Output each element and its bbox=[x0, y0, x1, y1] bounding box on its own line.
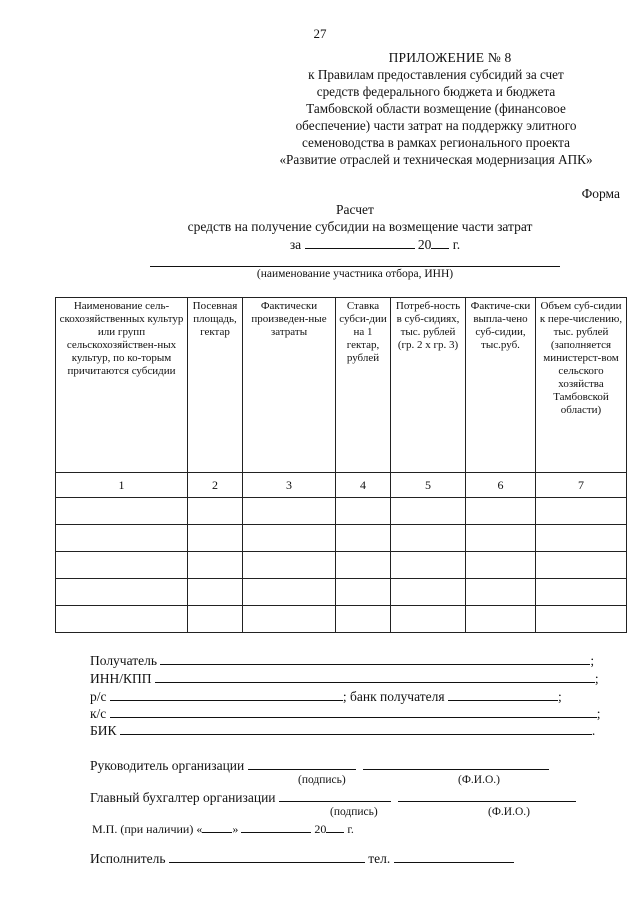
col-header-to-transfer: Объем суб-сидии к пере-числению, тыс. рублей (заполняется министерст-вом сельского хозяйства Тамбовской области) bbox=[536, 298, 627, 473]
period-line bbox=[0, 236, 640, 253]
period-year: 20 bbox=[417, 237, 432, 252]
table-row[interactable] bbox=[56, 525, 627, 552]
bank-input[interactable] bbox=[448, 688, 558, 701]
mp-day-input[interactable] bbox=[202, 820, 232, 833]
chief-accountant-field bbox=[90, 789, 576, 806]
head-fio-caption: (Ф.И.О.) bbox=[458, 774, 500, 786]
head-field bbox=[90, 757, 549, 774]
accountant-signature-caption: (подпись) bbox=[330, 806, 378, 818]
form-label: Форма bbox=[581, 186, 620, 201]
accountant-fio-caption: (Ф.И.О.) bbox=[488, 806, 530, 818]
appendix-title: ПРИЛОЖЕНИЕ № 8 bbox=[388, 50, 512, 65]
mp-label: М.П. (при наличии) « bbox=[92, 822, 203, 836]
col-header-rate: Ставка субси-дии на 1 гектар, рублей bbox=[336, 298, 391, 473]
col-number: 7 bbox=[536, 473, 627, 498]
table-row[interactable] bbox=[56, 579, 627, 606]
col-number: 6 bbox=[466, 473, 536, 498]
tel-label: тел. bbox=[368, 851, 391, 866]
rules-line: «Развитие отраслей и техническая модернизация АПК» bbox=[279, 152, 593, 167]
table-row[interactable] bbox=[56, 606, 627, 633]
bik-input[interactable] bbox=[120, 722, 592, 735]
head-signature-caption: (подпись) bbox=[298, 774, 346, 786]
recipient-input[interactable] bbox=[160, 652, 590, 665]
rules-line: Тамбовской области возмещение (финансовое bbox=[306, 101, 566, 116]
inn-kpp-field: ИНН/КПП ; bbox=[90, 671, 599, 686]
rules-reference bbox=[236, 66, 636, 168]
participant-caption: (наименование участника отбора, ИНН) bbox=[256, 268, 454, 280]
col-header-crops: Наименование сель-скохозяйственных культур или групп сельскохозяйствен-ных культур, по ко-торым причитаются субсидии bbox=[56, 298, 188, 473]
col-number: 5 bbox=[391, 473, 466, 498]
tel-input[interactable] bbox=[394, 850, 514, 863]
page-number: 27 bbox=[313, 26, 327, 41]
col-header-area: Посевная площадь, гектар bbox=[188, 298, 243, 473]
head-label: Руководитель организации bbox=[90, 758, 245, 773]
executor-input[interactable] bbox=[169, 850, 365, 863]
recipient-label: Получатель bbox=[90, 653, 158, 668]
mp-close-quote: » bbox=[232, 822, 239, 836]
ks-field: к/с ; bbox=[90, 706, 601, 721]
inn-kpp-input[interactable] bbox=[155, 670, 595, 683]
rules-line: средств федерального бюджета и бюджета bbox=[316, 84, 556, 99]
mp-year-input[interactable] bbox=[326, 820, 344, 833]
period-prefix: за bbox=[289, 237, 302, 252]
accountant-fio-input[interactable] bbox=[398, 789, 576, 802]
accountant-signature-input[interactable] bbox=[279, 789, 391, 802]
year-blank[interactable] bbox=[431, 236, 449, 249]
bik-field: БИК . bbox=[90, 723, 596, 738]
executor-label: Исполнитель bbox=[90, 851, 166, 866]
rules-line: семеноводства в рамках регионального проекта bbox=[302, 135, 570, 150]
recipient-field: Получатель ; bbox=[90, 653, 595, 668]
column-number-row bbox=[56, 473, 627, 498]
col-number: 1 bbox=[56, 473, 188, 498]
chief-accountant-label: Главный бухгалтер организации bbox=[90, 790, 276, 805]
period-suffix: г. bbox=[452, 237, 461, 252]
col-header-need: Потреб-ность в суб-сидиях, тыс. рублей (гр. 2 х гр. 3) bbox=[391, 298, 466, 473]
seal-date-field bbox=[92, 820, 354, 837]
bank-label: ; банк получателя bbox=[342, 689, 445, 704]
table-header-row bbox=[56, 298, 627, 473]
mp-year: 20 bbox=[314, 822, 327, 836]
mp-g: г. bbox=[347, 822, 354, 836]
ks-input[interactable] bbox=[110, 705, 597, 718]
executor-field bbox=[90, 850, 514, 867]
calc-subtitle: средств на получение субсидии на возмещение части затрат bbox=[187, 219, 533, 234]
rs-input[interactable] bbox=[110, 688, 343, 701]
col-number: 3 bbox=[243, 473, 336, 498]
calc-title: Расчет bbox=[336, 202, 374, 217]
col-number: 2 bbox=[188, 473, 243, 498]
rs-field: р/с ; банк получателя ; bbox=[90, 689, 562, 704]
ks-label: к/с bbox=[90, 706, 107, 721]
table-row[interactable] bbox=[56, 552, 627, 579]
rs-label: р/с bbox=[90, 689, 107, 704]
mp-month-input[interactable] bbox=[241, 820, 311, 833]
bik-label: БИК bbox=[90, 723, 117, 738]
head-fio-input[interactable] bbox=[363, 757, 549, 770]
head-signature-input[interactable] bbox=[248, 757, 356, 770]
period-blank[interactable] bbox=[305, 236, 415, 249]
table-row[interactable] bbox=[56, 498, 627, 525]
subsidy-table bbox=[55, 297, 627, 633]
inn-kpp-label: ИНН/КПП bbox=[90, 671, 152, 686]
col-header-actual-costs: Фактически произведен-ные затраты bbox=[243, 298, 336, 473]
participant-line[interactable] bbox=[150, 266, 560, 267]
rules-line: обеспечение) части затрат на поддержку элитного bbox=[295, 118, 577, 133]
col-number: 4 bbox=[336, 473, 391, 498]
col-header-paid: Фактиче-ски выпла-чено суб-сидии, тыс.руб. bbox=[466, 298, 536, 473]
rules-line: к Правилам предоставления субсидий за счет bbox=[308, 67, 564, 82]
